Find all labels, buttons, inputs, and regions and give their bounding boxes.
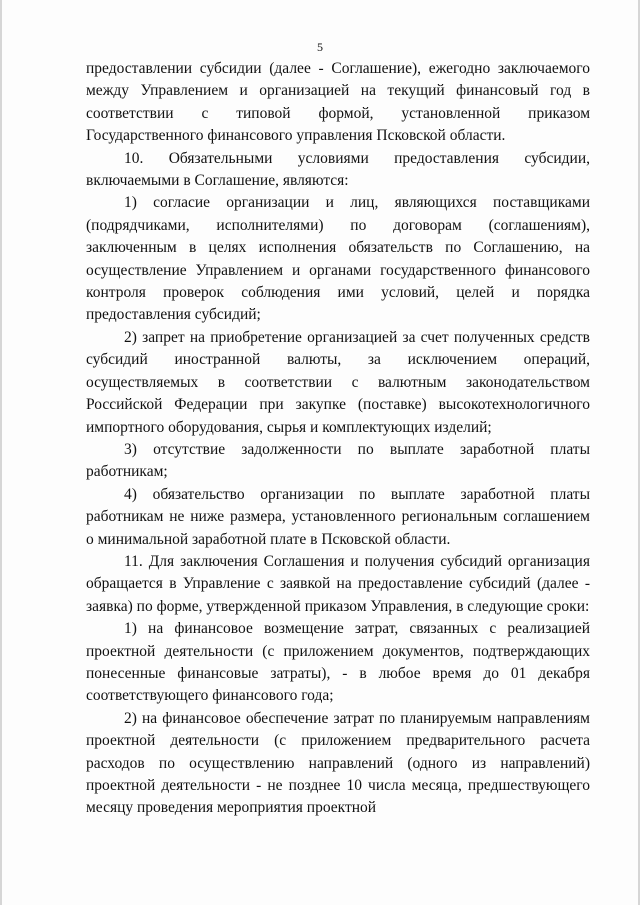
paragraph-item-11-2: 2) на финансовое обеспечение затрат по планируемым направлениям проектной деятельности (с приложением предварительного расчета расходов по осуществлению направлений (одного из направлений) проектной деятельности - не позднее 10 числа месяца, предшествующего месяцу проведения мероприятия проектной [86,709,590,817]
paragraph-item-10: 10. Обязательными условиями предоставления субсидии, включаемыми в Соглашение, являются: [86,149,590,190]
paragraph-item-11: 11. Для заключения Соглашения и получения субсидий организация обращается в Управление с заявкой на предоставление субсидий (далее - заявка) по форме, утвержденной приказом Управления, в следующие сроки: [86,552,590,615]
paragraph-item-11-1: 1) на финансовое возмещение затрат, связанных с реализацией проектной деятельности (с приложением документов, подтверждающих понесенные финансовые затраты), - в любое время до 01 декабря соответствующего финансового года; [86,620,590,705]
paragraph-item-10-1: 1) согласие организации и лиц, являющихся поставщиками (подрядчиками, исполнителями) по договорам (соглашениям), заключенным в целях исполнения обязательств по Соглашению, на осуществление Управлением и органами государственного финансового контроля проверок соблюдения ими условий, целей и порядка предоставления субсидий; [86,194,590,324]
paragraph-continuation: предоставлении субсидии (далее - Соглашение), ежегодно заключаемого между Управлением и организацией на текущий финансовый год в соответствии с типовой формой, установленной приказом Государственного финансового управления Псковской области. [86,60,590,145]
paragraph-item-10-3: 3) отсутствие задолженности по выплате заработной платы работникам; [86,440,590,481]
page-number: 5 [317,40,323,54]
paragraph-item-10-2: 2) запрет на приобретение организацией за счет полученных средств субсидий иностранной валюты, за исключением операций, осуществляемых в соответствии с валютным законодательством Российской Федерации при закупке (поставке) высокотехнологичного импортного оборудования, сырья и комплектующих изделий; [86,328,590,436]
scan-edge-left [0,0,2,905]
paragraph-item-10-4: 4) обязательство организации по выплате заработной платы работникам не ниже размера, установленного региональным соглашением о минимальной заработной плате в Псковской области. [86,485,590,548]
document-body [86,58,590,820]
